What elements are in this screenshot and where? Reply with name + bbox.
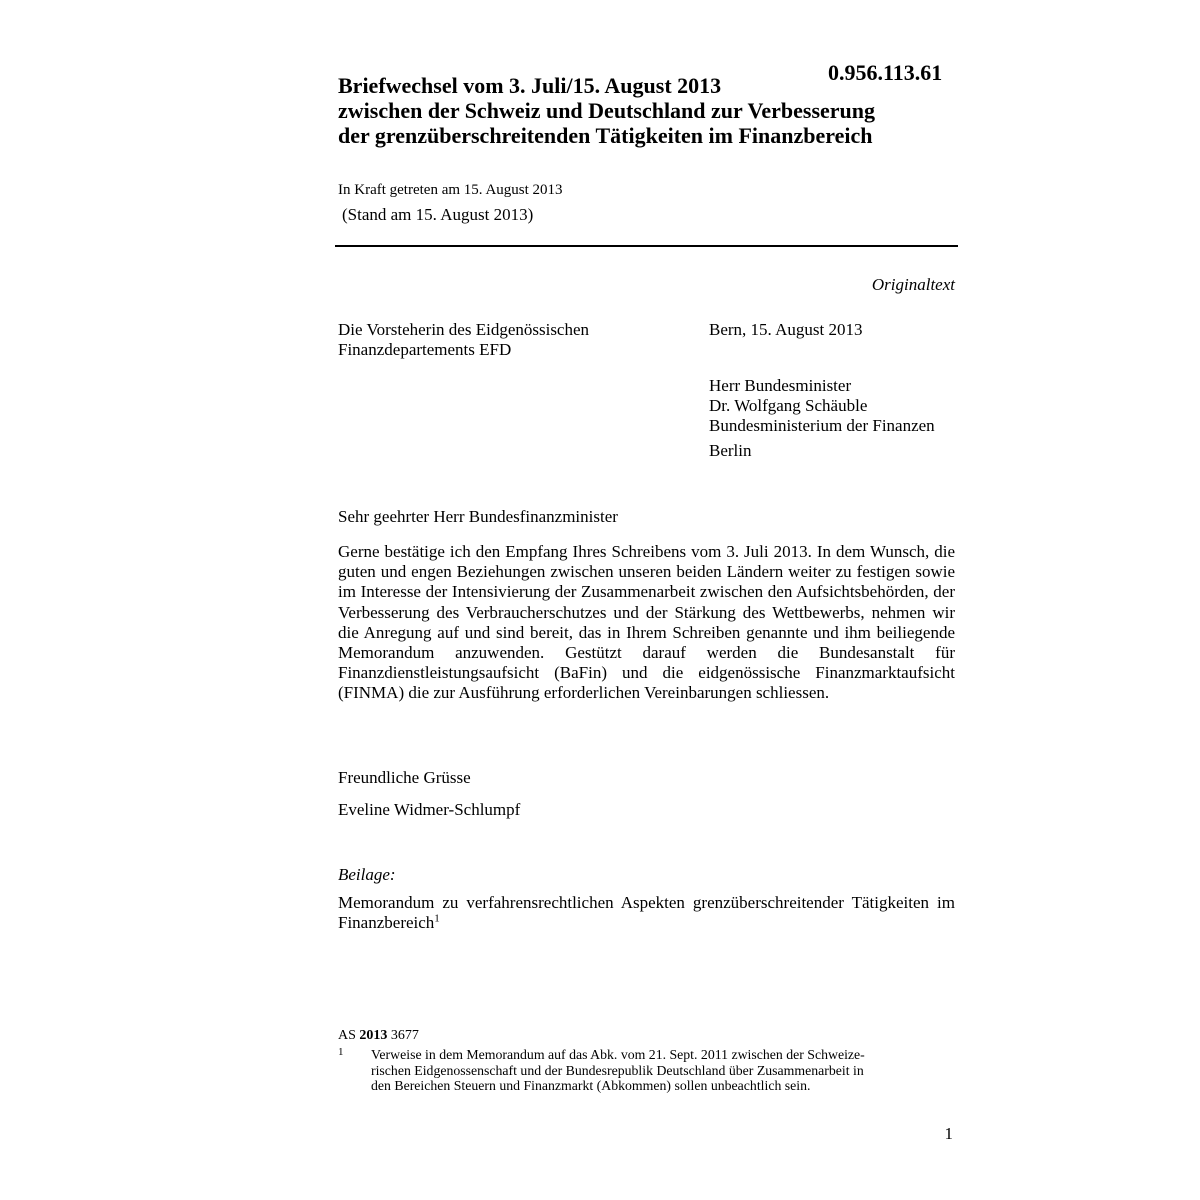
footnote-line: den Bereichen Steuern und Finanzmarkt (Abkommen) sollen unbeachtlich sein. [371, 1078, 811, 1093]
footnote-line: Verweise in dem Memorandum auf das Abk. vom 21. Sept. 2011 zwischen der Schweize- [371, 1047, 865, 1062]
as-year: 2013 [359, 1028, 388, 1043]
title-line: der grenzüberschreitenden Tätigkeiten im Finanzbereich [338, 123, 873, 148]
signature-name: Eveline Widmer-Schlumpf [338, 800, 521, 819]
status-date: (Stand am 15. August 2013) [342, 205, 534, 224]
document-title [338, 73, 958, 148]
footnote-reference: 1 [434, 912, 440, 925]
closing: Freundliche Grüsse [338, 768, 471, 787]
recipient-city: Berlin [709, 440, 752, 460]
official-collection-reference [338, 1028, 419, 1044]
recipient-line: Bundesministerium der Finanzen [709, 416, 935, 436]
header-divider [335, 245, 958, 247]
recipient-line: Herr Bundesminister [709, 376, 852, 395]
recipient-block [709, 376, 959, 461]
sender-block [338, 320, 668, 360]
in-force-date: In Kraft getreten am 15. August 2013 [338, 182, 563, 198]
document-number: 0.956.113.61 [828, 60, 943, 85]
letter-body: Gerne bestätige ich den Empfang Ihres Schreibens vom 3. Juli 2013. In dem Wunsch, die guten und engen Beziehungen zwischen unseren beiden Ländern weiter zu festigen sowie im Interesse der Intensivierung der Zusammenarbeit zwischen den Aufsichtsbehörden, der Verbesserung des Verbraucherschutzes und der Stärkung des Wettbewerbs, nehmen wir die Anregung auf und sind bereit, das in Ihrem Schreiben genannte und ihm beiliegende Memorandum anzuwenden. Gestützt darauf werden die Bundesanstalt für Finanzdienstleistungsaufsicht (BaFin) und die eidgenössische Finanzmarktaufsicht (FINMA) die zur Ausführung erforderlichen Vereinbarungen schliessen. [338, 542, 955, 703]
original-text-label: Originaltext [871, 275, 955, 294]
enclosure-label: Beilage: [338, 865, 396, 884]
page-number: 1 [944, 1124, 953, 1143]
footnote-text [371, 1047, 956, 1094]
recipient-line: Dr. Wolfgang Schäuble [709, 396, 868, 416]
enclosure-title: Memorandum zu verfahrensrechtlichen Aspekten grenzüberschreitender Tätigkeiten im Finanzbereich [338, 893, 955, 933]
sender-line: Die Vorsteherin des Eidgenössischen [338, 320, 590, 339]
place-date: Bern, 15. August 2013 [709, 320, 863, 339]
as-prefix: AS [338, 1028, 356, 1043]
title-line: zwischen der Schweiz und Deutschland zur Verbesserung [338, 98, 876, 123]
as-page: 3677 [390, 1028, 419, 1043]
footnote-number: 1 [338, 1046, 344, 1058]
footnote-line: rischen Eidgenossenschaft und der Bundesrepublik Deutschland über Zusammenarbeit in [371, 1062, 864, 1078]
sender-line: Finanzdepartements EFD [338, 340, 512, 360]
title-line: Briefwechsel vom 3. Juli/15. August 2013 [338, 73, 722, 98]
salutation: Sehr geehrter Herr Bundesfinanzminister [338, 507, 618, 526]
enclosure-text [338, 893, 955, 933]
